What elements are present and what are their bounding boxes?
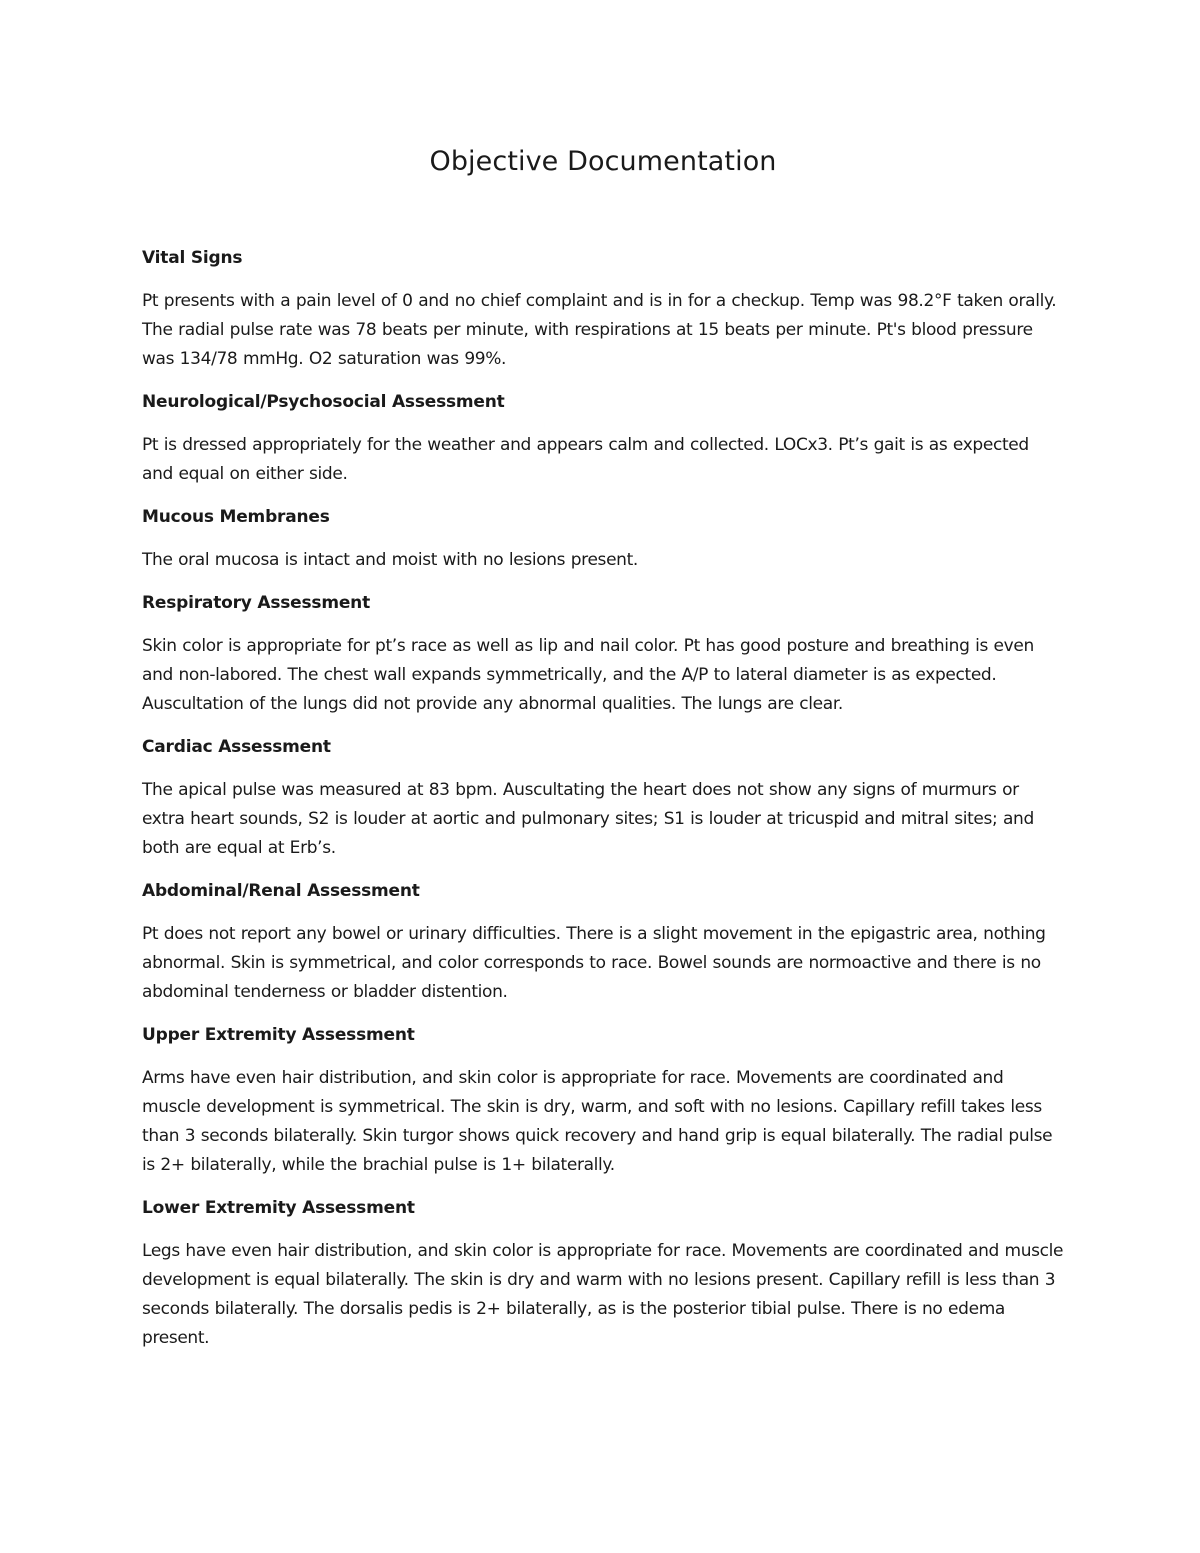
section-cardiac — [142, 735, 1064, 863]
section-heading: Respiratory Assessment — [142, 593, 371, 613]
section-heading: Abdominal/Renal Assessment — [142, 881, 420, 901]
section-text: Arms have even hair distribution, and skin color is appropriate for race. Movements are coordinated and muscle development is symmetrical. The skin is dry, warm, and soft with no lesions. Capillary refill takes less than 3 seconds bilaterally. Skin turgor shows quick recovery and hand grip is equal bilaterally. The radial pulse is 2+ bilaterally, while the brachial pulse is 1+ bilaterally. — [142, 1068, 1053, 1175]
section-heading: Lower Extremity Assessment — [142, 1198, 415, 1218]
section-text: The oral mucosa is intact and moist with no lesions present. — [142, 550, 638, 570]
section-heading: Upper Extremity Assessment — [142, 1025, 415, 1045]
section-text: Skin color is appropriate for pt’s race as well as lip and nail color. Pt has good posture and breathing is even and non-labored. The chest wall expands symmetrically, and the A/P to lateral diameter is as expected. Auscultation of the lungs did not provide any abnormal qualities. The lungs are clear. — [142, 636, 1034, 714]
section-respiratory — [142, 591, 1064, 719]
section-vital-signs — [142, 246, 1064, 374]
section-upper-extremity — [142, 1023, 1064, 1180]
section-heading: Neurological/Psychosocial Assessment — [142, 392, 505, 412]
section-lower-extremity — [142, 1196, 1064, 1353]
section-text: Legs have even hair distribution, and skin color is appropriate for race. Movements are coordinated and muscle development is equal bilaterally. The skin is dry and warm with no lesions present. Capillary refill is less than 3 seconds bilaterally. The dorsalis pedis is 2+ bilaterally, as is the posterior tibial pulse. There is no edema present. — [142, 1241, 1064, 1348]
section-text: Pt is dressed appropriately for the weather and appears calm and collected. LOCx3. Pt’s gait is as expected and equal on either side. — [142, 435, 1029, 484]
section-heading: Vital Signs — [142, 248, 243, 268]
section-neurological-psychosocial — [142, 390, 1064, 489]
document-body — [142, 246, 1064, 1369]
section-abdominal-renal — [142, 879, 1064, 1007]
section-mucous-membranes — [142, 505, 1064, 575]
section-text: Pt does not report any bowel or urinary difficulties. There is a slight movement in the epigastric area, nothing abnormal. Skin is symmetrical, and color corresponds to race. Bowel sounds are normoactive and there is no abdominal tenderness or bladder distention. — [142, 924, 1046, 1002]
document-title: Objective Documentation — [429, 146, 777, 177]
section-text: Pt presents with a pain level of 0 and no chief complaint and is in for a checkup. Temp was 98.2°F taken orally. The radial pulse rate was 78 beats per minute, with respirations at 15 beats per minute. Pt's blood pressure was 134/78 mmHg. O2 saturation was 99%. — [142, 291, 1057, 369]
section-heading: Mucous Membranes — [142, 507, 330, 527]
section-heading: Cardiac Assessment — [142, 737, 331, 757]
section-text: The apical pulse was measured at 83 bpm. Auscultating the heart does not show any signs of murmurs or extra heart sounds, S2 is louder at aortic and pulmonary sites; S1 is louder at tricuspid and mitral sites; and both are equal at Erb’s. — [142, 780, 1034, 858]
